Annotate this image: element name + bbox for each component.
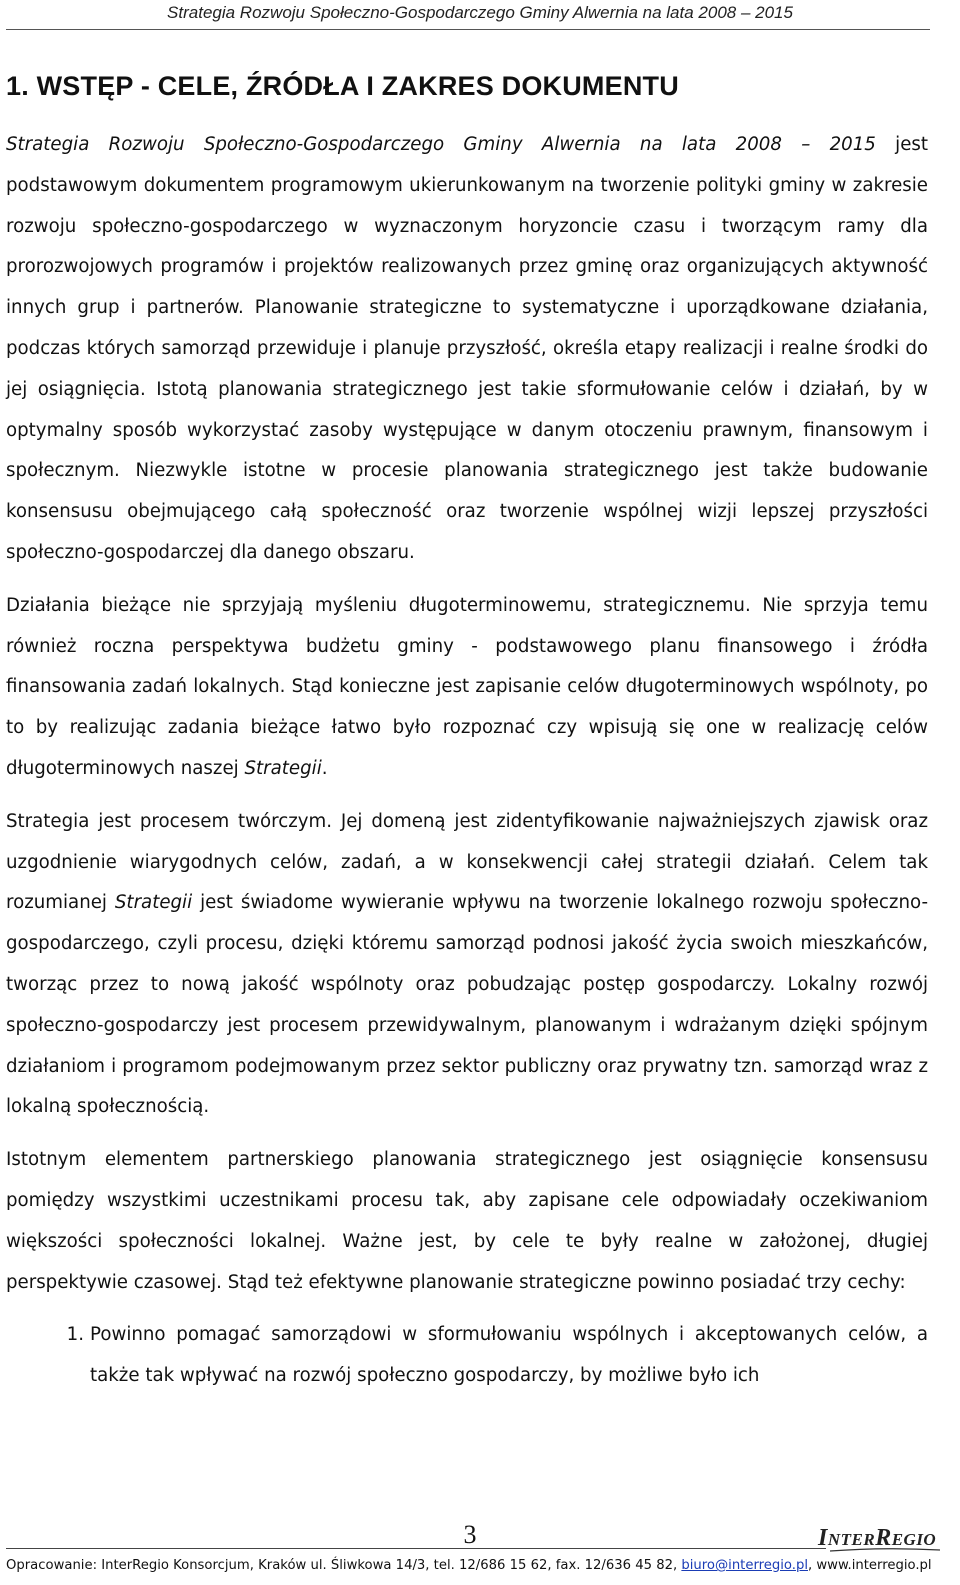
paragraph-4-text: Istotnym elementem partnerskiego planowania strategicznego jest osiągnięcie konsensusu pomiędzy wszystkimi uczestnikami procesu tak, aby zapisane cele odpowiadały oczekiwaniom większości społeczności lokalnej. Ważne jest, by cele te były realne w założonej, długiej perspektywie czasowej. Stąd też efektywne planowanie strategiczne powinno posiadać trzy cechy:	[6, 1149, 928, 1293]
footer-contact: Opracowanie: InterRegio Konsorcjum, Kraków ul. Śliwkowa 14/3, tel. 12/686 15 62, fax. 12/636 45 82,	[6, 1558, 682, 1573]
website-text: www.interregio.pl	[816, 1558, 932, 1573]
paragraph-1-text: jest podstawowym dokumentem programowym ukierunkowanym na tworzenie polityki gminy w zakresie rozwoju społeczno-gospodarczego w wyznaczonym horyzoncie czasu i tworzącym ramy dla prorozwojowych programów i projektów realizowanych przez gminę oraz organizujących aktywność innych grup i partnerów. Planowanie strategiczne to systematyczne i uporządkowane działania, podczas których samorząd przewiduje i planuje przyszłość, określa etapy realizacji i realne środki do jej osiągnięcia. Istotą planowania strategicznego jest takie sformułowanie celów i działań, by w optymalny sposób wykorzystać zasoby występujące w danym otoczeniu prawnym, finansowym i społecznym. Niezwykle istotne w procesie planowania strategicznego jest także budowanie konsensusu obejmującego całą społeczność oraz tworzenie wspólnej wizji lepszej przyszłości społeczno-gospodarczej dla danego obszaru.	[6, 134, 928, 563]
paragraph-3-text-a: Strategia jest procesem twórczym. Jej domeną jest zidentyfikowanie najważniejszych zjawisk oraz uzgodnienie wiarygodnych celów, zadań, a w konsekwencji całej strategii działań. Celem tak rozumianej	[6, 810, 928, 914]
document-title-italic: Strategia Rozwoju Społeczno-Gospodarczego Gminy Alwernia na lata 2008 – 2015	[6, 134, 876, 155]
footer-separator: ,	[808, 1558, 817, 1573]
paragraph-2-text: Działania bieżące nie sprzyjają myśleniu długoterminowemu, strategicznemu. Nie sprzyja temu również roczna perspektywa budżetu gminy - podstawowego planu finansowego i źródła finansowania zadań lokalnych. Stąd konieczne jest zapisanie celów długoterminowych wspólnoty, po to by realizując zadania bieżące łatwo było rozpoznać czy wpisują się one w realizację celów długoterminowych naszej	[6, 594, 928, 779]
section-heading: 1. WSTĘP - CELE, ŹRÓDŁA I ZAKRES DOKUMENTU	[6, 71, 679, 101]
interregio-logo: INTERREGIO	[818, 1525, 937, 1551]
email-link[interactable]: biuro@interregio.pl	[681, 1558, 808, 1573]
paragraph-3-text-b: jest świadome wywieranie wpływu na tworzenie lokalnego rozwoju społeczno-gospodarczego, czyli procesu, dzięki któremu samorząd podnosi jakość życia swoich mieszkańców, tworząc przez to nową jakość wspólnoty oraz pobudzając postęp gospodarczy. Lokalny rozwój społeczno-gospodarczy jest procesem przewidywalnym, planowanym i wdrażanym dzięki spójnym działaniom i programom podejmowanym przez sektor publiczny oraz prywatny tzn. samorząd wraz z lokalną społecznością.	[6, 892, 929, 1118]
list-item	[6, 1315, 928, 1397]
page-number: 3	[463, 1520, 477, 1549]
numbered-list	[6, 1315, 928, 1397]
footer	[6, 1551, 936, 1581]
strategii-italic: Strategii	[114, 892, 193, 914]
paragraph-2-end: .	[321, 757, 328, 779]
footer-rule	[6, 1548, 826, 1549]
list-item-number: 1.	[66, 1324, 84, 1346]
list-item-text: Powinno pomagać samorządowi w sformułowaniu wspólnych i akceptowanych celów, a także tak wpływać na rozwój społeczno gospodarczy, by możliwe było ich	[90, 1324, 928, 1387]
header-rule	[6, 29, 930, 30]
body-text	[6, 125, 928, 1397]
running-header: Strategia Rozwoju Społeczno-Gospodarczego Gminy Alwernia na lata 2008 – 2015	[167, 3, 793, 22]
strategii-italic: Strategii	[244, 757, 322, 779]
paragraph-4	[6, 1140, 928, 1303]
paragraph-3	[6, 802, 928, 1128]
paragraph-1	[6, 125, 928, 574]
paragraph-2	[6, 586, 928, 790]
